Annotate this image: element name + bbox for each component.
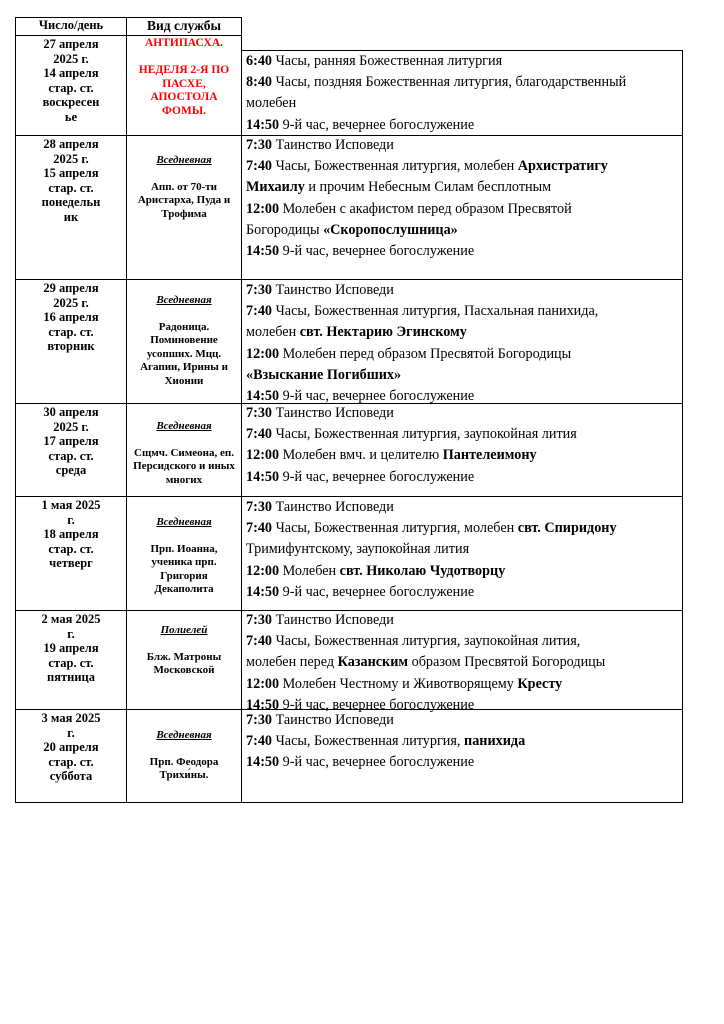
date-line: г. (67, 626, 75, 641)
schedule-text: Часы, ранняя Божественная литургия (272, 53, 503, 69)
date-line: ье (64, 109, 78, 124)
date-line: воскресен (42, 95, 100, 109)
schedule-bold-text: 12:00 (246, 562, 280, 579)
schedule-text: Часы, Божественная литургия, заупокойная лития, (272, 633, 581, 650)
date-cell (16, 711, 126, 784)
date-cell (16, 612, 126, 685)
schedule-text: Молебен вмч. и целителю (279, 447, 443, 464)
date-line: 20 апреля (43, 740, 99, 754)
schedule-bold-text: 14:50 (246, 583, 280, 600)
schedule-bold-text: 7:30 (246, 499, 273, 515)
schedule-line (246, 72, 678, 93)
schedule-line (246, 497, 678, 518)
schedule-line (246, 731, 678, 752)
schedule-bold-text: 14:50 (246, 116, 280, 133)
date-line: 3 мая 2025 (41, 711, 101, 725)
date-line: понедельн (41, 195, 101, 209)
service-cell (128, 37, 240, 118)
schedule-line (246, 467, 678, 488)
schedule-line (246, 610, 678, 631)
service-type: Полиелей (160, 624, 208, 636)
date-line: 2025 г. (53, 51, 89, 66)
schedule-line (246, 752, 678, 773)
feast-title-line: НЕДЕЛЯ 2-Я ПО (138, 64, 230, 76)
schedule-bold-text: Кресту (517, 675, 563, 692)
service-cell (128, 729, 240, 783)
schedule-line (246, 220, 678, 241)
service-type: Вседневная (156, 420, 212, 432)
schedule-bold-text: 7:30 (246, 405, 273, 421)
schedule-bold-text: «Взыскание Погибших» (246, 366, 402, 383)
saint-line: Московской (153, 664, 215, 676)
schedule-bold-text: 7:40 (246, 426, 273, 443)
schedule-text: 9-й час, вечернее богослужение (279, 243, 475, 260)
schedule-line (246, 156, 678, 177)
date-line: стар. ст. (48, 180, 94, 195)
saint-line: Аристарха, Пуда и (137, 194, 231, 206)
schedule-bold-text: свт. Спиридону (517, 520, 617, 537)
schedule-bold-text: Казанским (337, 654, 409, 671)
schedule-text: 9-й час, вечернее богослужение (279, 388, 475, 405)
schedule-bold-text: 7:40 (246, 158, 273, 175)
schedule-bold-text: Пантелеимону (442, 447, 537, 464)
date-line: 30 апреля (43, 405, 99, 419)
schedule-line (246, 518, 678, 539)
saint-line: многих (165, 473, 203, 486)
schedule-bold-text: 14:50 (246, 388, 280, 405)
date-line: 2025 г. (53, 295, 89, 310)
schedule-text: Тримифунтскому, заупокойная лития (246, 541, 470, 558)
schedule-bold-text: 7:40 (246, 520, 273, 537)
schedule-line (246, 135, 678, 156)
schedule-line (246, 199, 678, 220)
schedule-cell (246, 51, 678, 136)
schedule-line (246, 445, 678, 466)
schedule-line (246, 674, 678, 695)
date-line: 19 апреля (43, 641, 99, 655)
date-line: стар. ст. (48, 754, 94, 769)
date-line: 2025 г. (53, 151, 89, 166)
date-line: стар. ст. (48, 541, 94, 556)
date-line: г. (67, 725, 75, 740)
date-line: суббота (49, 769, 93, 783)
saint-line: Трихи́ны. (159, 769, 209, 781)
schedule-bold-text: 12:00 (246, 675, 280, 692)
header-service: Вид службы (146, 18, 222, 33)
schedule-text: 9-й час, вечернее богослужение (279, 116, 475, 133)
schedule-bold-text: 7:40 (246, 733, 273, 750)
schedule-text: Богородицы (246, 221, 324, 238)
date-line: пятница (47, 670, 95, 684)
grid-line (15, 35, 242, 36)
schedule-line (246, 280, 678, 301)
schedule-line (246, 344, 678, 365)
date-cell (16, 405, 126, 478)
schedule-line (246, 115, 678, 136)
date-line: 15 апреля (43, 166, 99, 180)
schedule-bold-text: Архистратигу (517, 158, 608, 175)
schedule-line (246, 93, 678, 114)
schedule-text: Часы, Божественная литургия, заупокойная лития (272, 426, 577, 443)
schedule-text: Часы, поздняя Божественная литургия, благодарственный (272, 74, 627, 91)
date-line: 1 мая 2025 (41, 498, 101, 512)
schedule-line (246, 51, 678, 72)
schedule-bold-text: 8:40 (246, 74, 273, 91)
schedule-bold-text: 7:30 (246, 282, 273, 298)
schedule-cell (246, 280, 678, 407)
service-type: Вседневная (156, 154, 212, 166)
date-cell (16, 281, 126, 354)
saint-line: Радоница. (158, 320, 210, 333)
service-cell (128, 516, 240, 597)
schedule-text: Таинство Исповеди (272, 405, 394, 421)
schedule-bold-text: Михаилу (246, 179, 305, 196)
service-cell (128, 294, 240, 388)
schedule-line (246, 561, 678, 582)
date-line: 14 апреля (43, 66, 99, 80)
schedule-cell (246, 710, 678, 774)
saint-line: Апп. от 70-ти (150, 180, 218, 193)
feast-title-line (128, 51, 240, 65)
date-line: стар. ст. (48, 80, 94, 95)
schedule-text: Молебен с акафистом перед образом Пресвятой (279, 200, 572, 217)
schedule-bold-text: 12:00 (246, 345, 280, 362)
service-cell (128, 154, 240, 221)
schedule-line (246, 301, 678, 322)
saint-line: Сщмч. Симеона, еп. (134, 446, 234, 459)
date-line: 16 апреля (43, 310, 99, 324)
schedule-bold-text: 7:30 (246, 612, 273, 628)
schedule-line (246, 322, 678, 343)
schedule-text: молебен (246, 95, 297, 112)
schedule-line (246, 539, 678, 560)
saint-line: Персидского и иных (133, 460, 235, 472)
date-line: стар. ст. (48, 448, 94, 463)
saint-line: Прп. Феодора (149, 755, 219, 768)
schedule-line (246, 582, 678, 603)
saint-line: Григория (160, 569, 208, 582)
schedule-bold-text: 14:50 (246, 468, 280, 485)
service-cell (128, 624, 240, 678)
schedule-text: Часы, Божественная литургия, Пасхальная панихида, (272, 303, 599, 320)
saint-line: Хионии (164, 374, 204, 387)
saint-line: Трофима (161, 207, 207, 220)
date-line: 27 апреля (43, 37, 99, 51)
schedule-text: Таинство Исповеди (272, 499, 394, 515)
schedule-line (246, 652, 678, 673)
date-line: ик (63, 209, 79, 224)
date-line: 2 мая 2025 (41, 612, 101, 626)
date-cell (16, 498, 126, 571)
schedule-bold-text: 14:50 (246, 754, 280, 771)
schedule-cell (246, 135, 678, 262)
feast-title-line: ПАСХЕ, АПОСТОЛА (150, 77, 218, 103)
schedule-text: молебен перед (246, 654, 338, 671)
service-type: Вседневная (156, 294, 212, 306)
schedule-bold-text: свт. Нектарию Эгинскому (299, 324, 467, 341)
schedule-text: Таинство Исповеди (272, 282, 394, 298)
service-type: Вседневная (156, 516, 212, 528)
schedule-bold-text: 6:40 (246, 53, 273, 69)
schedule-text: Часы, Божественная литургия, молебен (272, 520, 518, 537)
header-date: Число/день (38, 18, 104, 32)
date-line: стар. ст. (48, 655, 94, 670)
schedule-bold-text: 12:00 (246, 447, 280, 464)
schedule-bold-text: 14:50 (246, 696, 280, 713)
saint-line: Декаполита (154, 583, 214, 595)
date-line: 18 апреля (43, 527, 99, 541)
saint-line: ученика прп. (151, 556, 217, 568)
service-type: Вседневная (156, 729, 212, 741)
schedule-text: Часы, Божественная литургия, молебен (272, 158, 518, 175)
schedule-bold-text: 7:30 (246, 137, 273, 153)
schedule-bold-text: панихида (464, 733, 526, 750)
schedule-bold-text: 7:40 (246, 303, 273, 320)
feast-title-line: ФОМЫ. (162, 104, 206, 117)
saint-line: Агапии, Ирины и (140, 361, 228, 373)
schedule-bold-text: 14:50 (246, 243, 280, 260)
schedule-line (246, 424, 678, 445)
date-line: г. (67, 512, 75, 527)
feast-title-line: АНТИПАСХА. (144, 37, 224, 49)
date-cell (16, 37, 126, 124)
schedule-text: Молебен (279, 562, 340, 579)
saint-line: Прп. Иоанна, (150, 542, 218, 555)
date-line: 17 апреля (43, 434, 99, 448)
schedule-bold-text: 7:40 (246, 633, 273, 650)
schedule-line (246, 365, 678, 386)
date-line: 2025 г. (53, 419, 89, 434)
schedule-line (246, 710, 678, 731)
schedule-bold-text: 12:00 (246, 200, 280, 217)
schedule-text: Таинство Исповеди (272, 612, 394, 628)
schedule-cell (246, 497, 678, 603)
schedule-text: образом Пресвятой Богородицы (408, 654, 606, 671)
schedule-text: Таинство Исповеди (272, 712, 394, 728)
schedule-bold-text: «Скоропослушница» (323, 221, 458, 238)
schedule-text: 9-й час, вечернее богослужение (279, 583, 475, 600)
schedule-cell (246, 610, 678, 716)
schedule-text: 9-й час, вечернее богослужение (279, 696, 475, 713)
saint-line: усопших. Мцц. (146, 347, 222, 360)
saint-line: Блж. Матроны (146, 650, 222, 663)
schedule-bold-text: свт. Николаю Чудотворцу (339, 562, 506, 579)
grid-line (15, 802, 683, 803)
date-line: четверг (49, 556, 93, 570)
saint-line: Поминовение (150, 334, 218, 346)
date-line: 29 апреля (43, 281, 99, 295)
date-cell (16, 137, 126, 224)
schedule-text: молебен (246, 324, 300, 341)
schedule-text: Молебен Честному и Животворящему (279, 675, 518, 692)
schedule-line (246, 631, 678, 652)
schedule-text: Часы, Божественная литургия, (272, 733, 465, 750)
schedule-text: и прочим Небесным Силам бесплотным (304, 179, 552, 196)
schedule-cell (246, 403, 678, 488)
schedule-bold-text: 7:30 (246, 712, 273, 728)
schedule-line (246, 241, 678, 262)
date-line: вторник (47, 339, 95, 353)
schedule-text: 9-й час, вечернее богослужение (279, 754, 475, 771)
date-line: 28 апреля (43, 137, 99, 151)
date-line: среда (55, 463, 87, 477)
grid-line (682, 50, 683, 803)
schedule-text: Молебен перед образом Пресвятой Богородицы (279, 345, 572, 362)
date-line: стар. ст. (48, 324, 94, 339)
schedule-text: Таинство Исповеди (272, 137, 394, 153)
service-cell (128, 420, 240, 487)
schedule-text: 9-й час, вечернее богослужение (279, 468, 475, 485)
schedule-line (246, 403, 678, 424)
schedule-line (246, 177, 678, 198)
